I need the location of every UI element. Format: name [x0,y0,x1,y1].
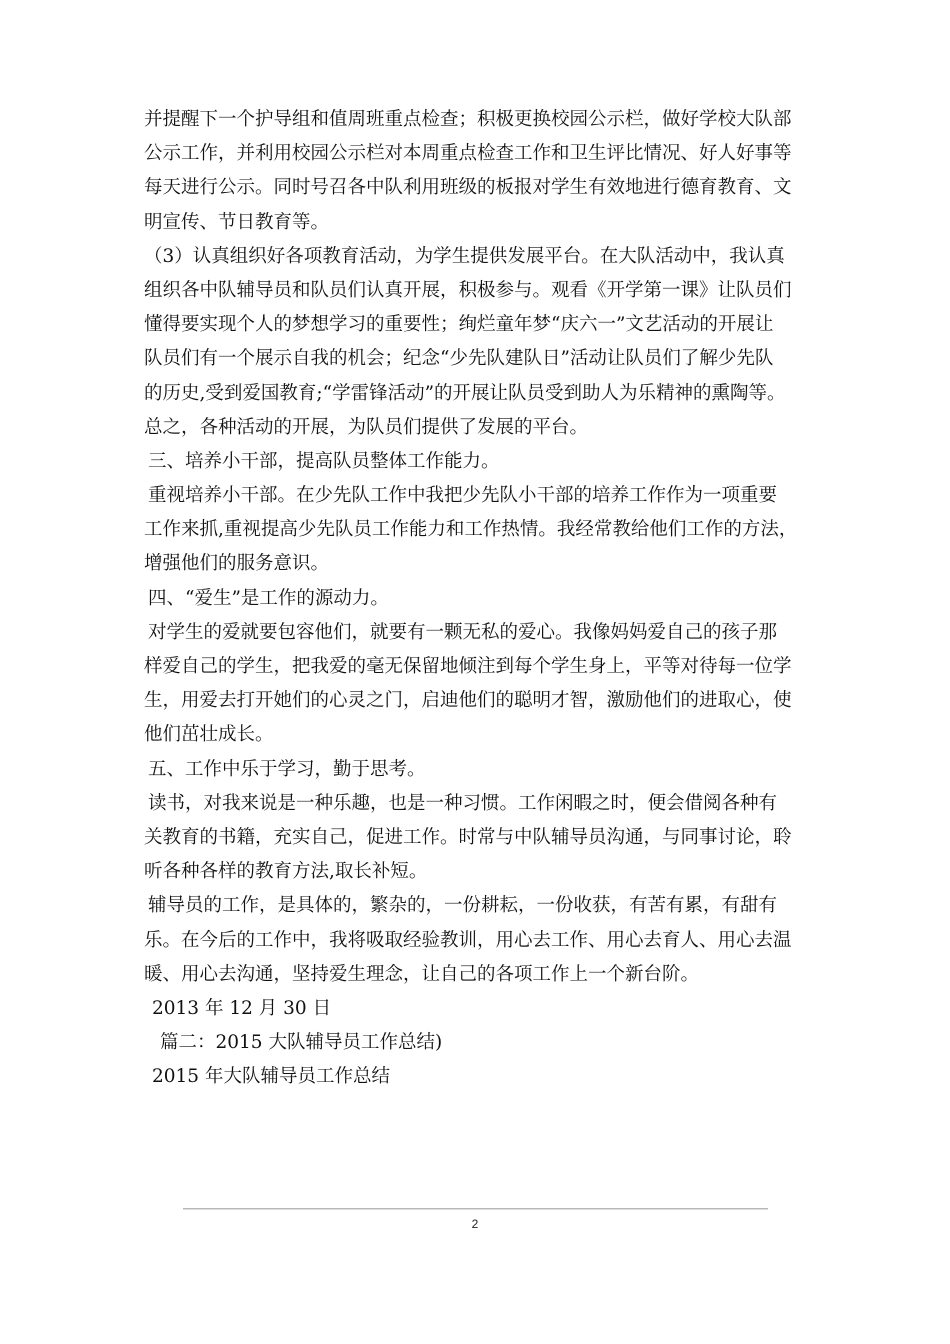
text-line: 的历史,受到爱国教育;“学雷锋活动”的开展让队员受到助人为乐精神的熏陶等。 [144,382,786,404]
section-heading: 五、工作中乐于学习，勤于思考。 [148,758,426,780]
text-line: 组织各中队辅导员和队员们认真开展，积极参与。观看《开学第一课》让队员们 [144,279,792,301]
text-line: 总之，各种活动的开展，为队员们提供了发展的平台。 [144,416,589,438]
text-line: 每天进行公示。同时号召各中队利用班级的板报对学生有效地进行德育教育、文 [144,177,792,199]
text-line: 重视培养小干部。在少先队工作中我把少先队小干部的培养工作作为一项重要 [148,485,778,507]
text-line: 并提醒下一个护导组和值周班重点检查；积极更换校园公示栏，做好学校大队部 [144,109,792,130]
section-heading: 四、“爱生”是工作的源动力。 [148,587,389,609]
text-line: （3）认真组织好各项教育活动，为学生提供发展平台。在大队活动中，我认真 [144,245,785,267]
section-heading: 三、培养小干部，提高队员整体工作能力。 [148,450,500,472]
text-line: 队员们有一个展示自我的机会；纪念“少先队建队日”活动让队员们了解少先队 [144,348,774,370]
text-line: 听各种各样的教育方法,取长补短。 [144,861,428,883]
article-title: 篇二：2015 大队辅导员工作总结) [160,1032,443,1054]
text-line: 懂得要实现个人的梦想学习的重要性；绚烂童年梦“庆六一”文艺活动的开展让 [144,314,774,336]
text-line: 辅导员的工作，是具体的，繁杂的，一份耕耘，一份收获，有苦有累，有甜有 [148,895,778,917]
text-line: 生，用爱去打开她们的心灵之门，启迪他们的聪明才智，激励他们的进取心，使 [144,690,792,712]
text-line: 增强他们的服务意识。 [144,553,330,575]
text-line: 明宣传、节日教育等。 [144,211,330,233]
body-text [144,103,809,1094]
text-line: 公示工作，并利用校园公示栏对本周重点检查工作和卫生评比情况、好人好事等 [144,143,792,165]
text-line: 读书，对我来说是一种乐趣，也是一种习惯。工作闲暇之时，便会借阅各种有 [148,792,778,814]
text-line: 样爱自己的学生，把我爱的毫无保留地倾注到每个学生身上，平等对待每一位学 [144,656,792,677]
date-line: 2013 年 12 月 30 日 [152,997,332,1019]
text-line: 关教育的书籍，充实自己，促进工作。时常与中队辅导员沟通，与同事讨论，聆 [144,826,792,848]
text-line: 暖、用心去沟通，坚持爱生理念，让自己的各项工作上一个新台阶。 [144,963,700,985]
text-line: 对学生的爱就要包容他们，就要有一颗无私的爱心。我像妈妈爱自己的孩子那 [148,621,778,643]
text-line: 他们茁壮成长。 [144,724,274,746]
page-number: 2 [471,1217,479,1231]
text-line: 工作来抓,重视提高少先队员工作能力和工作热情。我经常教给他们工作的方法， [144,519,798,541]
article-heading: 2015 年大队辅导员工作总结 [152,1066,390,1088]
footer-divider [183,1208,768,1210]
text-line: 乐。在今后的工作中，我将吸取经验教训，用心去工作、用心去育人、用心去温 [144,929,792,951]
